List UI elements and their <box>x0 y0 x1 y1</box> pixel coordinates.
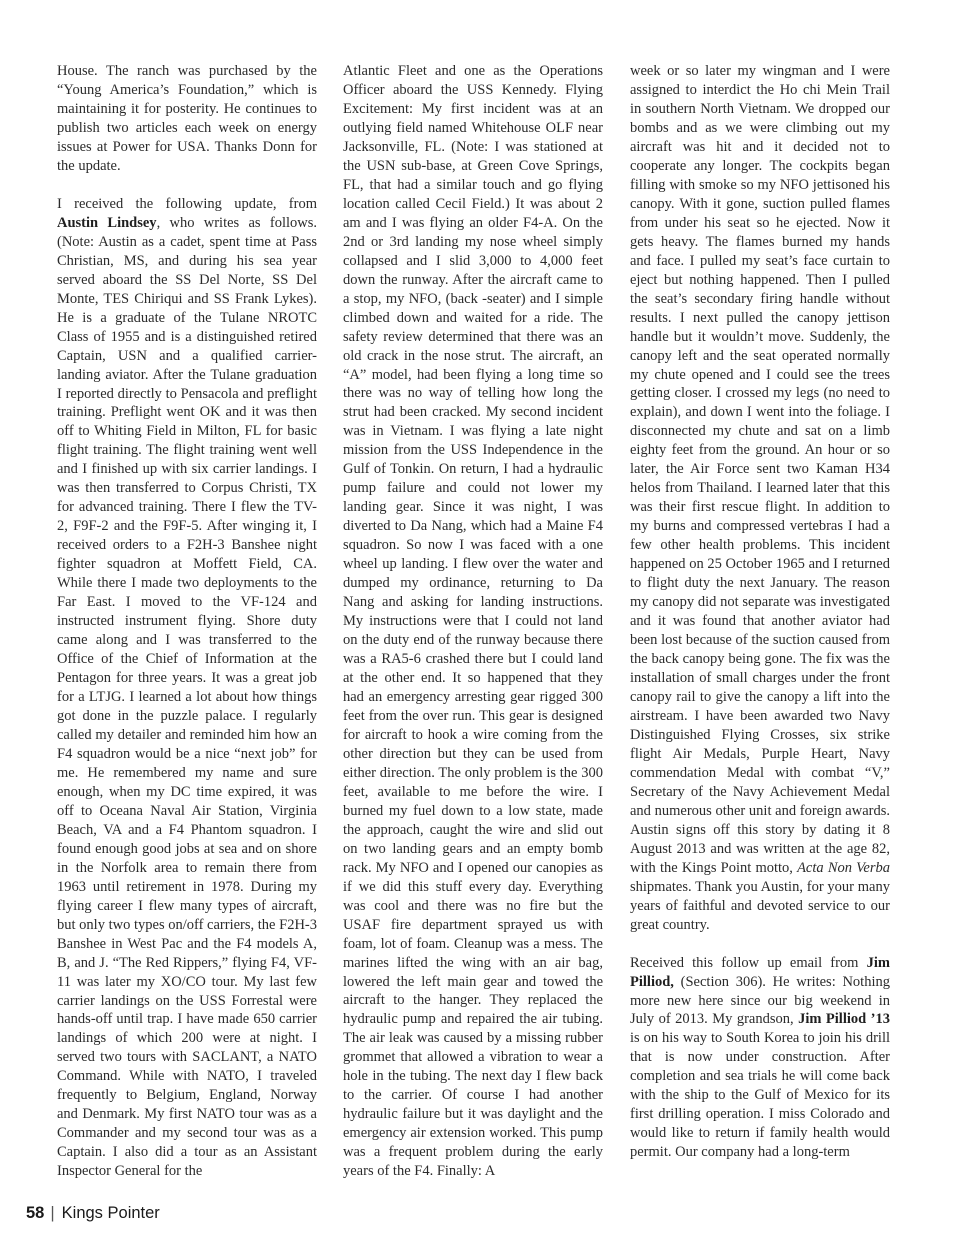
paragraph <box>57 195 317 1181</box>
person-name: Jim Pilliod, <box>630 954 890 990</box>
paragraph: House. The ranch was purchased by the “Young America’s Foundation,” which is maintaining it for posterity. He continues to publish two articles each week on energy issues at Power for USA. Thanks Donn for the update. <box>57 63 317 174</box>
paragraph <box>630 62 890 935</box>
text-run: I received the following update, from <box>57 195 317 212</box>
text-run: (Section 306). He writes: Nothing more new here since our big weekend in July of 2013. My grandson, <box>630 973 890 1028</box>
footer-separator: | <box>50 1204 55 1222</box>
text-run: Received this follow up email from <box>630 954 867 971</box>
text-column-middle <box>343 62 603 1181</box>
page-number: 58 <box>26 1204 45 1222</box>
person-name: Jim Pilliod ’13 <box>798 1011 890 1028</box>
page-footer <box>26 1204 160 1223</box>
text-run: is on his way to South Korea to join his drill that is now under construction. After completion and sea trials he will come back with the ship to the Gulf of Mexico for its first drilling operation. I miss Colorado and would like to return if family health would permit. Our company had a long-term <box>630 1030 890 1161</box>
text-run: , who writes as follows. (Note: Austin as a cadet, spent time at Pass Christian, MS, and during his sea year served aboard the SS Del Norte, SS Del Monte, TES Chiriqui and SS Frank Lykes). He is a graduate of the Tulane NROTC Class of 1955 and is a distinguished retired Captain, USN and a qualified carrier-landing aviator. After the Tulane graduation I reported directly to Pensacola and preflight training. Preflight went OK and it was then off to Whiting Field in Milton, FL for basic flight training. The flight training went well and I finished up with six carrier landings. I was then transferred to Corpus Christi, TX for advanced training. There I flew the TV-2, F9F-2 and the F9F-5. After winging it, I received orders to a F2H-3 Banshee night fighter squadron at Moffett Field, CA. While there I made two deployments to the Far East. I moved to the VF-124 and instructed instrument flying. Shore duty came along and I was transferred to the Office of the Chief of Information at the Pentagon for three years. It was a great job for a LTJG. I learned a lot about how things got done in the puzzle palace. I regularly called my detailer and reminded him how an F4 squadron would be a nice “next job” for me. He remembered my name and sure enough, when my DC time expired, it was off to Oceana Naval Air Station, Virginia Beach, VA and a F4 Phantom squadron. I found enough good jobs at sea and on shore in the Norfolk area to remain there from 1963 until retirement in 1978. During my flying career I flew many types of aircraft, but only two types on/off carriers, the F2H-3 Banshee in West Pac and the F4 models A, B, and J. “The Red Rippers,” flying F4, VF-11 was later my XO/CO tour. My last few carrier landings on the USS Forrestal were hands-off until trap. I have made 650 carrier landings of which 200 were at night. I served two tours with SACLANT, a NATO Command. While with NATO, I traveled frequently to Belgium, England, Norway and Denmark. My first NATO tour was as a Commander and my second tour was as a Captain. I also did a tour as an Assistant Inspector General for the <box>57 214 317 1180</box>
paragraph: Atlantic Fleet and one as the Operations Officer aboard the USS Kennedy. Flying Excitement: My first incident was at an outlying field named Whitehouse OLF near Jacksonville, FL. (Note: I was stationed at the USN sub-base, at Green Cove Springs, FL, that had a similar touch and go flying location called Cecil Field.) It was about 2 am and I was flying an older F4-A. On the 2nd or 3rd landing my nose wheel simply collapsed and I slid 3,000 to 4,000 feet down the runway. After the aircraft came to a stop, my NFO, (back -seater) and I simple climbed down and waited for a ride. The safety review determined that there was an old crack in the nose strut. The aircraft, an “A” model, had been flying a long time so there was no way of telling how long the strut had been cracked. My second incident was in Vietnam. I was flying a late night mission from the USS Independence in the Gulf of Tonkin. On return, I had a hydraulic pump failure and could not lower my landing gear. Since it was night, I was diverted to Da Nang, which had a Maine F4 squadron. So now I was faced with a one wheel up landing. I flew over the water and dumped my ordinance, returning to Da Nang and asking for landing instructions. My instructions were that I could not land on the duty end of the runway because there was a RA5-6 crashed there but I could land at the other end. It so happened that they had an emergency arresting gear rigged 300 feet from the over run. This gear is designed for aircraft to hook a wire coming from the other direction but they can be used from either direction. The only problem is the 300 feet, available to me before the wire. I burned my fuel down to a low state, made the approach, caught the wire and slid out on two landing gears and an empty bomb rack. My NFO and I opened our canopies as if we did this stuff every day. Everything was cool and there was no fire but the USAF fire department sprayed us with foam, lot of foam. Cleanup was a mess. The marines lifted the wing with an air bag, lowered the left main gear and towed the aircraft to the hanger. They replaced the hydraulic pump and repaired the air tubing. The air leak was caused by a missing rubber grommet that allowed a vibration to wear a hole in the tubing. The next day I flew back to the carrier. Of course I had another hydraulic failure but it was daylight and the emergency air extension worked. This pump was a frequent problem during the early years of the F4. Finally: A <box>343 63 603 1180</box>
text-column-right <box>630 62 890 1162</box>
paragraph <box>630 954 890 1163</box>
text-column-left <box>57 62 317 1181</box>
person-name: Austin Lindsey <box>57 214 157 231</box>
motto: Acta Non Verba <box>797 859 890 876</box>
text-run: shipmates. Thank you Austin, for your many years of faithful and devoted service to our great country. <box>630 878 890 933</box>
text-run: week or so later my wingman and I were assigned to interdict the Ho chi Mein Trail in southern North Vietnam. We dropped our bombs and as we were climbing out my aircraft was hit and it decided not to cooperate any longer. The cockpits began filling with smoke so my NFO jettisoned his canopy. With it gone, suction pulled flames from under his seat so he ejected. Now it gets heavy. The flames burned my hands and face. I pulled my seat’s face curtain to eject but nothing happened. Then I pulled the seat’s secondary firing handle without results. I next pulled the canopy jettison handle but it wouldn’t move. Suddenly, the canopy left and the seat operated normally my chute opened and I could see the trees getting closer. I crossed my legs (no need to explain), and down I went into the foliage. I disconnected my chute and sat on a limb eighty feet from the ground. An hour or so later, the Air Force sent two Kaman H34 helos from Thailand. I learned later that this was their first rescue flight. In addition to my burns and compressed vertebras I had a few other health problems. This incident happened on 25 October 1965 and I returned to flight duty the next January. The reason my canopy did not separate was investigated and it was found that another aviator had been lost because of the suction caused from the back canopy being gone. The fix was the installation of small charges under the front canopy rail to give the canopy a lift into the airstream. I have been awarded two Navy Distinguished Flying Crosses, six strike flight Air Medals, Purple Heart, Navy commendation Medal with combat “V,” Secretary of the Navy Achievement Medal and numerous other unit and foreign awards. Austin signs off this story by dating it 8 August 2013 and was written at the age 82, with the Kings Point motto, <box>630 63 890 876</box>
publication-name: Kings Pointer <box>61 1204 160 1222</box>
